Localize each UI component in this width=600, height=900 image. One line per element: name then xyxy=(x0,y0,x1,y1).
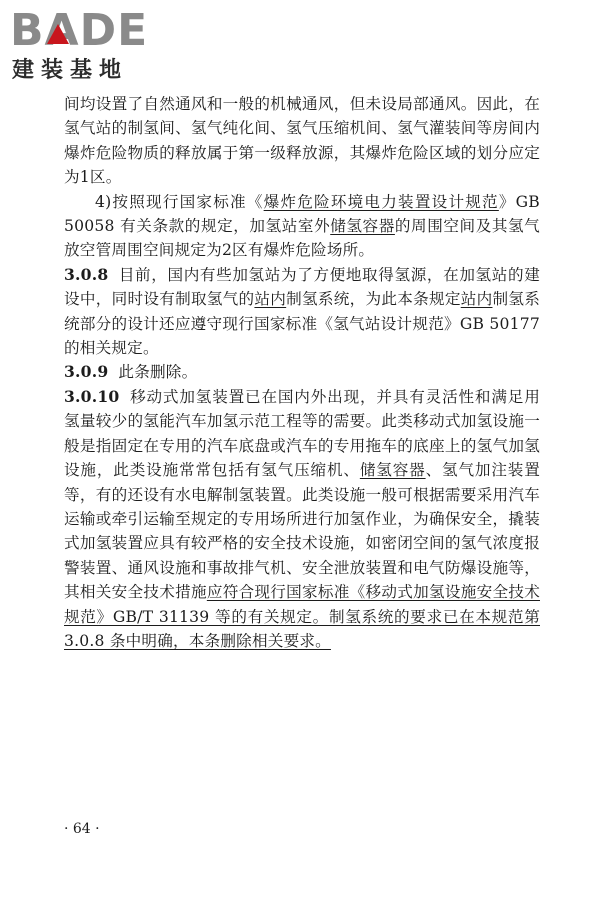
underlined-text: 爆炸危险环境电力装置设计规范 xyxy=(263,192,499,211)
text-segment: 目前，国内有些加氢站为了方便地取得氢源，在加氢站的建设中，同时设有制取氢气的 xyxy=(64,265,540,309)
clause-number: 3.0.8 xyxy=(64,264,109,284)
paragraph xyxy=(64,385,540,653)
logo-subtitle: 建装基地 xyxy=(12,58,129,83)
logo-red-triangle-icon xyxy=(47,24,69,44)
text-segment: 的周围空间及其氢气放空管周围空间规定为2区有爆炸危险场所。 xyxy=(64,217,540,260)
bade-logo xyxy=(10,6,180,86)
underlined-text: 应符合现行国家标准《移动式加氢设施安全技术规范》GB/T 31139 等的有关规定。制氢系统的要求已在本规范第 3.0.8 条中明确，本条删除相关要求。 xyxy=(64,583,540,650)
text-segment: 》GB 50058 有关条款的规定，加氢站室外 xyxy=(64,192,540,236)
page-number: · 64 · xyxy=(64,821,100,837)
paragraph xyxy=(64,263,540,361)
text-segment: 4)按照现行国家标准《 xyxy=(95,192,264,211)
paragraph xyxy=(64,92,540,190)
underlined-text: 站内 xyxy=(460,290,493,309)
text-segment: 制氢系统部分的设计还应遵守现行国家标准《氢气站设计规范》GB 50177 的相关规定。 xyxy=(64,290,541,358)
document-body xyxy=(64,92,540,653)
underlined-text: 储氢容器 xyxy=(330,217,395,236)
underlined-text: 储氢容器 xyxy=(359,461,426,480)
text-segment: 间均设置了自然通风和一般的机械通风，但未设局部通风。因此，在氢气站的制氢间、氢气纯化间、氢气压缩机间、氢气灌装间等房间内爆炸危险物质的释放属于第一级释放源，其爆炸危险区域的划分应定为1区。 xyxy=(64,95,540,187)
underlined-text: 站内 xyxy=(254,290,287,309)
logo-wordmark: BADE xyxy=(10,5,149,56)
text-segment: 、氢气加注装置等，有的还设有水电解制氢装置。此类设施一般可根据需要采用汽车运输或牵引运输至规定的专用场所进行加氢作业，为确保安全，撬装式加氢装置应具有较严格的安全技术设施，如密闭空间的氢气浓度报警装置、通风设施和事故排气机、安全泄放装置和电气防爆设施等，其相关安全技术措施 xyxy=(64,461,540,602)
clause-number: 3.0.10 xyxy=(64,386,120,406)
paragraph xyxy=(64,360,540,384)
paragraph xyxy=(64,190,540,263)
text-segment: 移动式加氢装置已在国内外出现，并具有灵活性和满足用氢量较少的氢能汽车加氢示范工程等的需要。此类移动式加氢设施一般是指固定在专用的汽车底盘或汽车的专用拖车的底座上的氢气加氢设施，此类设施常常包括有氢气压缩机、 xyxy=(64,387,540,480)
text-segment: 制氢系统，为此本条规定 xyxy=(286,290,461,309)
text-segment: 此条删除。 xyxy=(118,363,198,382)
clause-number: 3.0.9 xyxy=(64,362,109,382)
